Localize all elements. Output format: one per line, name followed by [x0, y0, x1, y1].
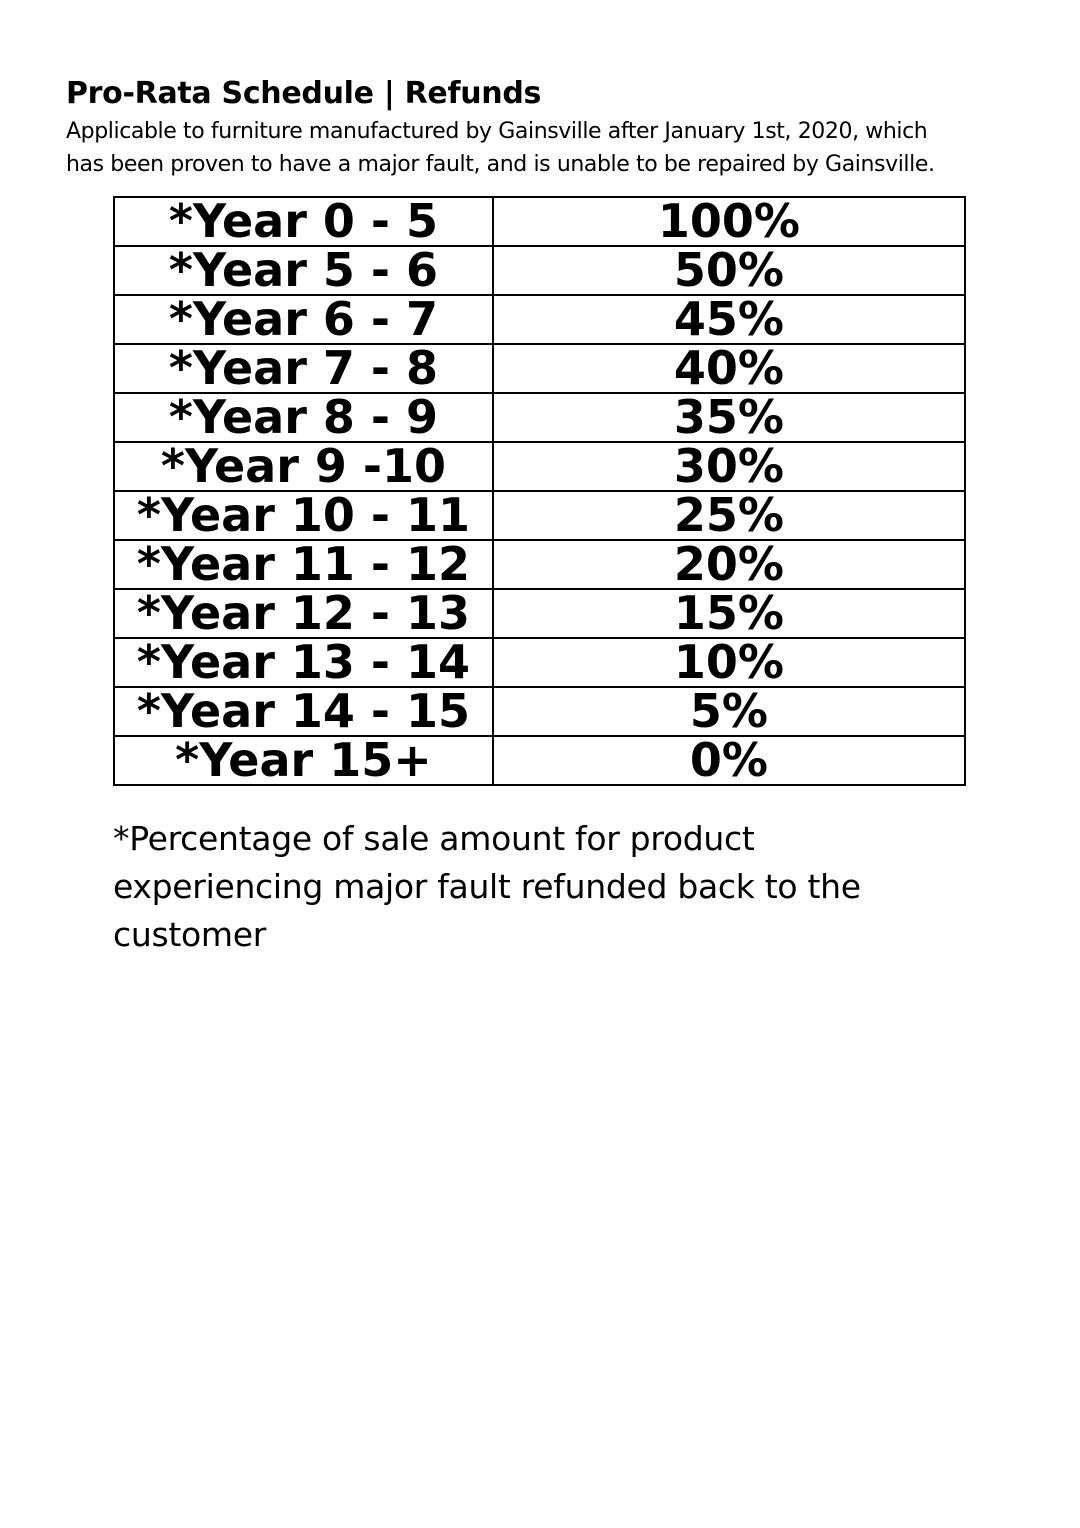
refund-percentage-cell: 15% [493, 589, 965, 638]
table-row [114, 736, 965, 785]
subtitle-line: has been proven to have a major fault, and is unable to be repaired by Gainsville. [66, 152, 935, 177]
footnote-line: customer [113, 915, 266, 954]
table-row [114, 246, 965, 295]
refund-percentage-cell: 0% [493, 736, 965, 785]
table-row [114, 540, 965, 589]
period-cell: *Year 9 -10 [114, 442, 493, 491]
table-row [114, 295, 965, 344]
refund-percentage-cell: 50% [493, 246, 965, 295]
subtitle-line: Applicable to furniture manufactured by Gainsville after January 1st, 2020, which [66, 119, 928, 144]
period-cell: *Year 0 - 5 [114, 197, 493, 246]
refund-percentage-cell: 35% [493, 393, 965, 442]
table-row [114, 491, 965, 540]
refund-schedule-table [113, 196, 966, 786]
table-row [114, 638, 965, 687]
table-row [114, 687, 965, 736]
footnote [113, 815, 913, 959]
period-cell: *Year 8 - 9 [114, 393, 493, 442]
refund-percentage-cell: 5% [493, 687, 965, 736]
table-row [114, 589, 965, 638]
table-row [114, 197, 965, 246]
refund-percentage-cell: 10% [493, 638, 965, 687]
period-cell: *Year 5 - 6 [114, 246, 493, 295]
page-title: Pro-Rata Schedule | Refunds [66, 76, 542, 111]
footnote-line: *Percentage of sale amount for product [113, 819, 755, 858]
refund-percentage-cell: 25% [493, 491, 965, 540]
table-row [114, 442, 965, 491]
period-cell: *Year 12 - 13 [114, 589, 493, 638]
period-cell: *Year 7 - 8 [114, 344, 493, 393]
table-row [114, 344, 965, 393]
table-row [114, 393, 965, 442]
footnote-line: experiencing major fault refunded back to the [113, 867, 861, 906]
period-cell: *Year 10 - 11 [114, 491, 493, 540]
refund-percentage-cell: 40% [493, 344, 965, 393]
period-cell: *Year 6 - 7 [114, 295, 493, 344]
period-cell: *Year 13 - 14 [114, 638, 493, 687]
refund-percentage-cell: 100% [493, 197, 965, 246]
subtitle [66, 115, 1026, 181]
period-cell: *Year 15+ [114, 736, 493, 785]
period-cell: *Year 14 - 15 [114, 687, 493, 736]
period-cell: *Year 11 - 12 [114, 540, 493, 589]
refund-percentage-cell: 45% [493, 295, 965, 344]
refund-percentage-cell: 30% [493, 442, 965, 491]
refund-percentage-cell: 20% [493, 540, 965, 589]
